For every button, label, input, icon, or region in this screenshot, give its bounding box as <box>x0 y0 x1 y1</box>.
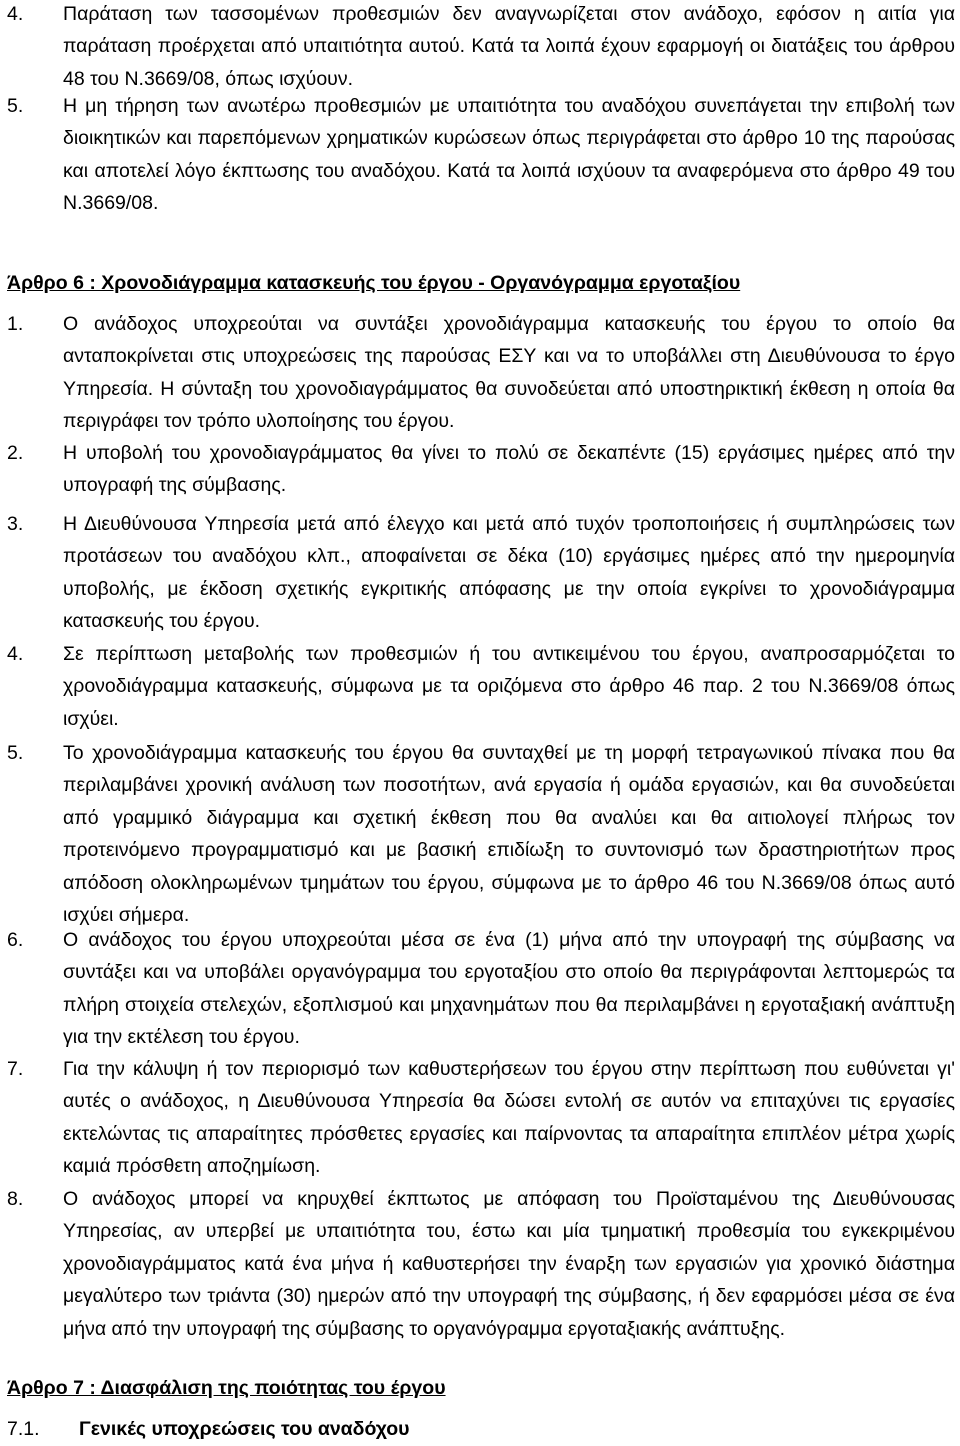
article-6-item-4 <box>7 638 955 735</box>
paragraph-4-extension <box>7 0 955 95</box>
section-7-1-heading <box>7 1413 409 1445</box>
paragraph-number: 7. <box>7 1058 24 1080</box>
paragraph-number: 6. <box>7 929 24 951</box>
paragraph-number: 3. <box>7 513 24 535</box>
article-6-item-7 <box>7 1053 955 1183</box>
paragraph-number: 1. <box>7 313 24 335</box>
paragraph-number: 4. <box>7 3 24 25</box>
article-6-heading: Άρθρο 6 : Χρονοδιάγραμμα κατασκευής του έργου - Οργανόγραμμα εργοταξίου <box>7 272 741 294</box>
article-6-item-5 <box>7 737 955 931</box>
article-7-heading: Άρθρο 7 : Διασφάλιση της ποιότητας του έργου <box>7 1377 446 1399</box>
paragraph-text: Η υποβολή του χρονοδιαγράμματος θα γίνει το πολύ σε δεκαπέντε (15) εργάσιμες ημέρες από την υπογραφή της σύμβασης. <box>63 442 955 497</box>
paragraph-number: 8. <box>7 1188 24 1210</box>
article-6-item-6 <box>7 924 955 1054</box>
paragraph-text: Σε περίπτωση μεταβολής των προθεσμιών ή του αντικειμένου του έργου, αναπροσαρμόζεται το χρονοδιάγραμμα κατασκευής, σύμφωνα με τα οριζόμενα στο άρθρο 46 παρ. 2 του Ν.3669/08 όπως ισχύει. <box>63 643 955 730</box>
article-6-item-2 <box>7 437 955 502</box>
paragraph-5-penalties <box>7 90 955 220</box>
paragraph-text: Ο ανάδοχος μπορεί να κηρυχθεί έκπτωτος με απόφαση του Προϊσταμένου της Διευθύνουσας Υπηρεσίας, αν υπερβεί με υπαιτιότητα του, έστω και μία τμηματική προθεσμία του εγκεκριμένου χρονοδιαγράμματος κατά ένα μήνα ή καθυστερήσει την έναρξη των εργασιών για χρονικό διάστημα μεγαλύτερο των τριάντα (30) ημερών από την υπογραφή της σύμβασης, ή δεν εφαρμόσει μέσα σε ένα μήνα από την υπογραφή της σύμβασης το οργανόγραμμα εργοταξιακής ανάπτυξης. <box>63 1188 955 1340</box>
paragraph-text: Το χρονοδιάγραμμα κατασκευής του έργου θα συνταχθεί με τη μορφή τετραγωνικού πίνακα που θα περιλαμβάνει χρονική ανάλυση των ποσοτήτων, ανά εργασία ή ομάδα εργασιών, και θα συνοδεύεται από γραμμικό διάγραμμα και σχετική έκθεση που θα αναλύει και θα αιτιολογεί πλήρως τον προτεινόμενο προγραμματισμό και με βασική επιδίωξη το συντονισμό των δραστηριοτήτων προς απόδοση ολοκληρωμένων τμημάτων του έργου, σύμφωνα με το άρθρο 46 του Ν.3669/08 όπως αυτό ισχύει σήμερα. <box>63 742 955 927</box>
paragraph-text: Ο ανάδοχος του έργου υποχρεούται μέσα σε ένα (1) μήνα από την υπογραφή της σύμβασης να συντάξει και να υποβάλει οργανόγραμμα του εργοταξίου στο οποίο θα περιγράφονται λεπτομερώς τα πλήρη στοιχεία στελεχών, εξοπλισμού και μηχανημάτων που θα περιλαμβάνει η εργοταξιακή ανάπτυξη για την εκτέλεση του έργου. <box>63 929 955 1049</box>
paragraph-text: Η Διευθύνουσα Υπηρεσία μετά από έλεγχο και μετά από τυχόν τροποποιήσεις ή συμπληρώσεις των προτάσεων του αναδόχου κλπ., αποφαίνεται σε δέκα (10) εργάσιμες ημέρες από την ημερομηνία υποβολής, με έκδοση σχετικής εγκριτικής απόφασης με την οποία εγκρίνει το χρονοδιάγραμμα κατασκευής του έργου. <box>63 513 955 633</box>
section-title: Γενικές υποχρεώσεις του αναδόχου <box>79 1418 410 1440</box>
article-6-item-8 <box>7 1183 955 1345</box>
paragraph-text: Για την κάλυψη ή τον περιορισμό των καθυστερήσεων του έργου στην περίπτωση που ευθύνεται γι' αυτές ο ανάδοχος, η Διευθύνουσα Υπηρεσία θα δώσει εντολή σε αυτόν να επιταχύνει τις εργασίες εκτελώντας τις απαραίτητες πρόσθετες εργασίες και παίρνοντας τα απαραίτητα επιπλέον μέτρα χωρίς καμιά πρόσθετη αποζημίωση. <box>63 1058 955 1178</box>
paragraph-number: 2. <box>7 442 24 464</box>
article-6-item-1 <box>7 308 955 438</box>
paragraph-number: 4. <box>7 643 24 665</box>
paragraph-number: 5. <box>7 742 24 764</box>
paragraph-text: Παράταση των τασσομένων προθεσμιών δεν αναγνωρίζεται στον ανάδοχο, εφόσον η αιτία για παράταση προέρχεται από υπαιτιότητα αυτού. Κατά τα λοιπά έχουν εφαρμογή οι διατάξεις του άρθρου 48 του Ν.3669/08, όπως ισχύουν. <box>63 3 955 90</box>
paragraph-number: 5. <box>7 95 24 117</box>
paragraph-text: Ο ανάδοχος υποχρεούται να συντάξει χρονοδιάγραμμα κατασκευής του έργου το οποίο θα ανταποκρίνεται στις υποχρεώσεις της παρούσας ΕΣΥ και να το υποβάλλει στη Διευθύνουσα το έργο Υπηρεσία. Η σύνταξη του χρονοδιαγράμματος θα συνοδεύεται από υποστηρικτική έκθεση η οποία θα περιγράφει τον τρόπο υλοποίησης του έργου. <box>63 313 955 433</box>
section-number: 7.1. <box>7 1418 40 1440</box>
article-6-item-3 <box>7 508 955 638</box>
paragraph-text: Η μη τήρηση των ανωτέρω προθεσμιών με υπαιτιότητα του αναδόχου συνεπάγεται την επιβολή των διοικητικών και παρεπόμενων χρηματικών κυρώσεων όπως περιγράφεται στο άρθρο 10 της παρούσας και αποτελεί λόγο έκπτωσης του αναδόχου. Κατά τα λοιπά ισχύουν τα αναφερόμενα στο άρθρο 49 του Ν.3669/08. <box>63 95 955 215</box>
